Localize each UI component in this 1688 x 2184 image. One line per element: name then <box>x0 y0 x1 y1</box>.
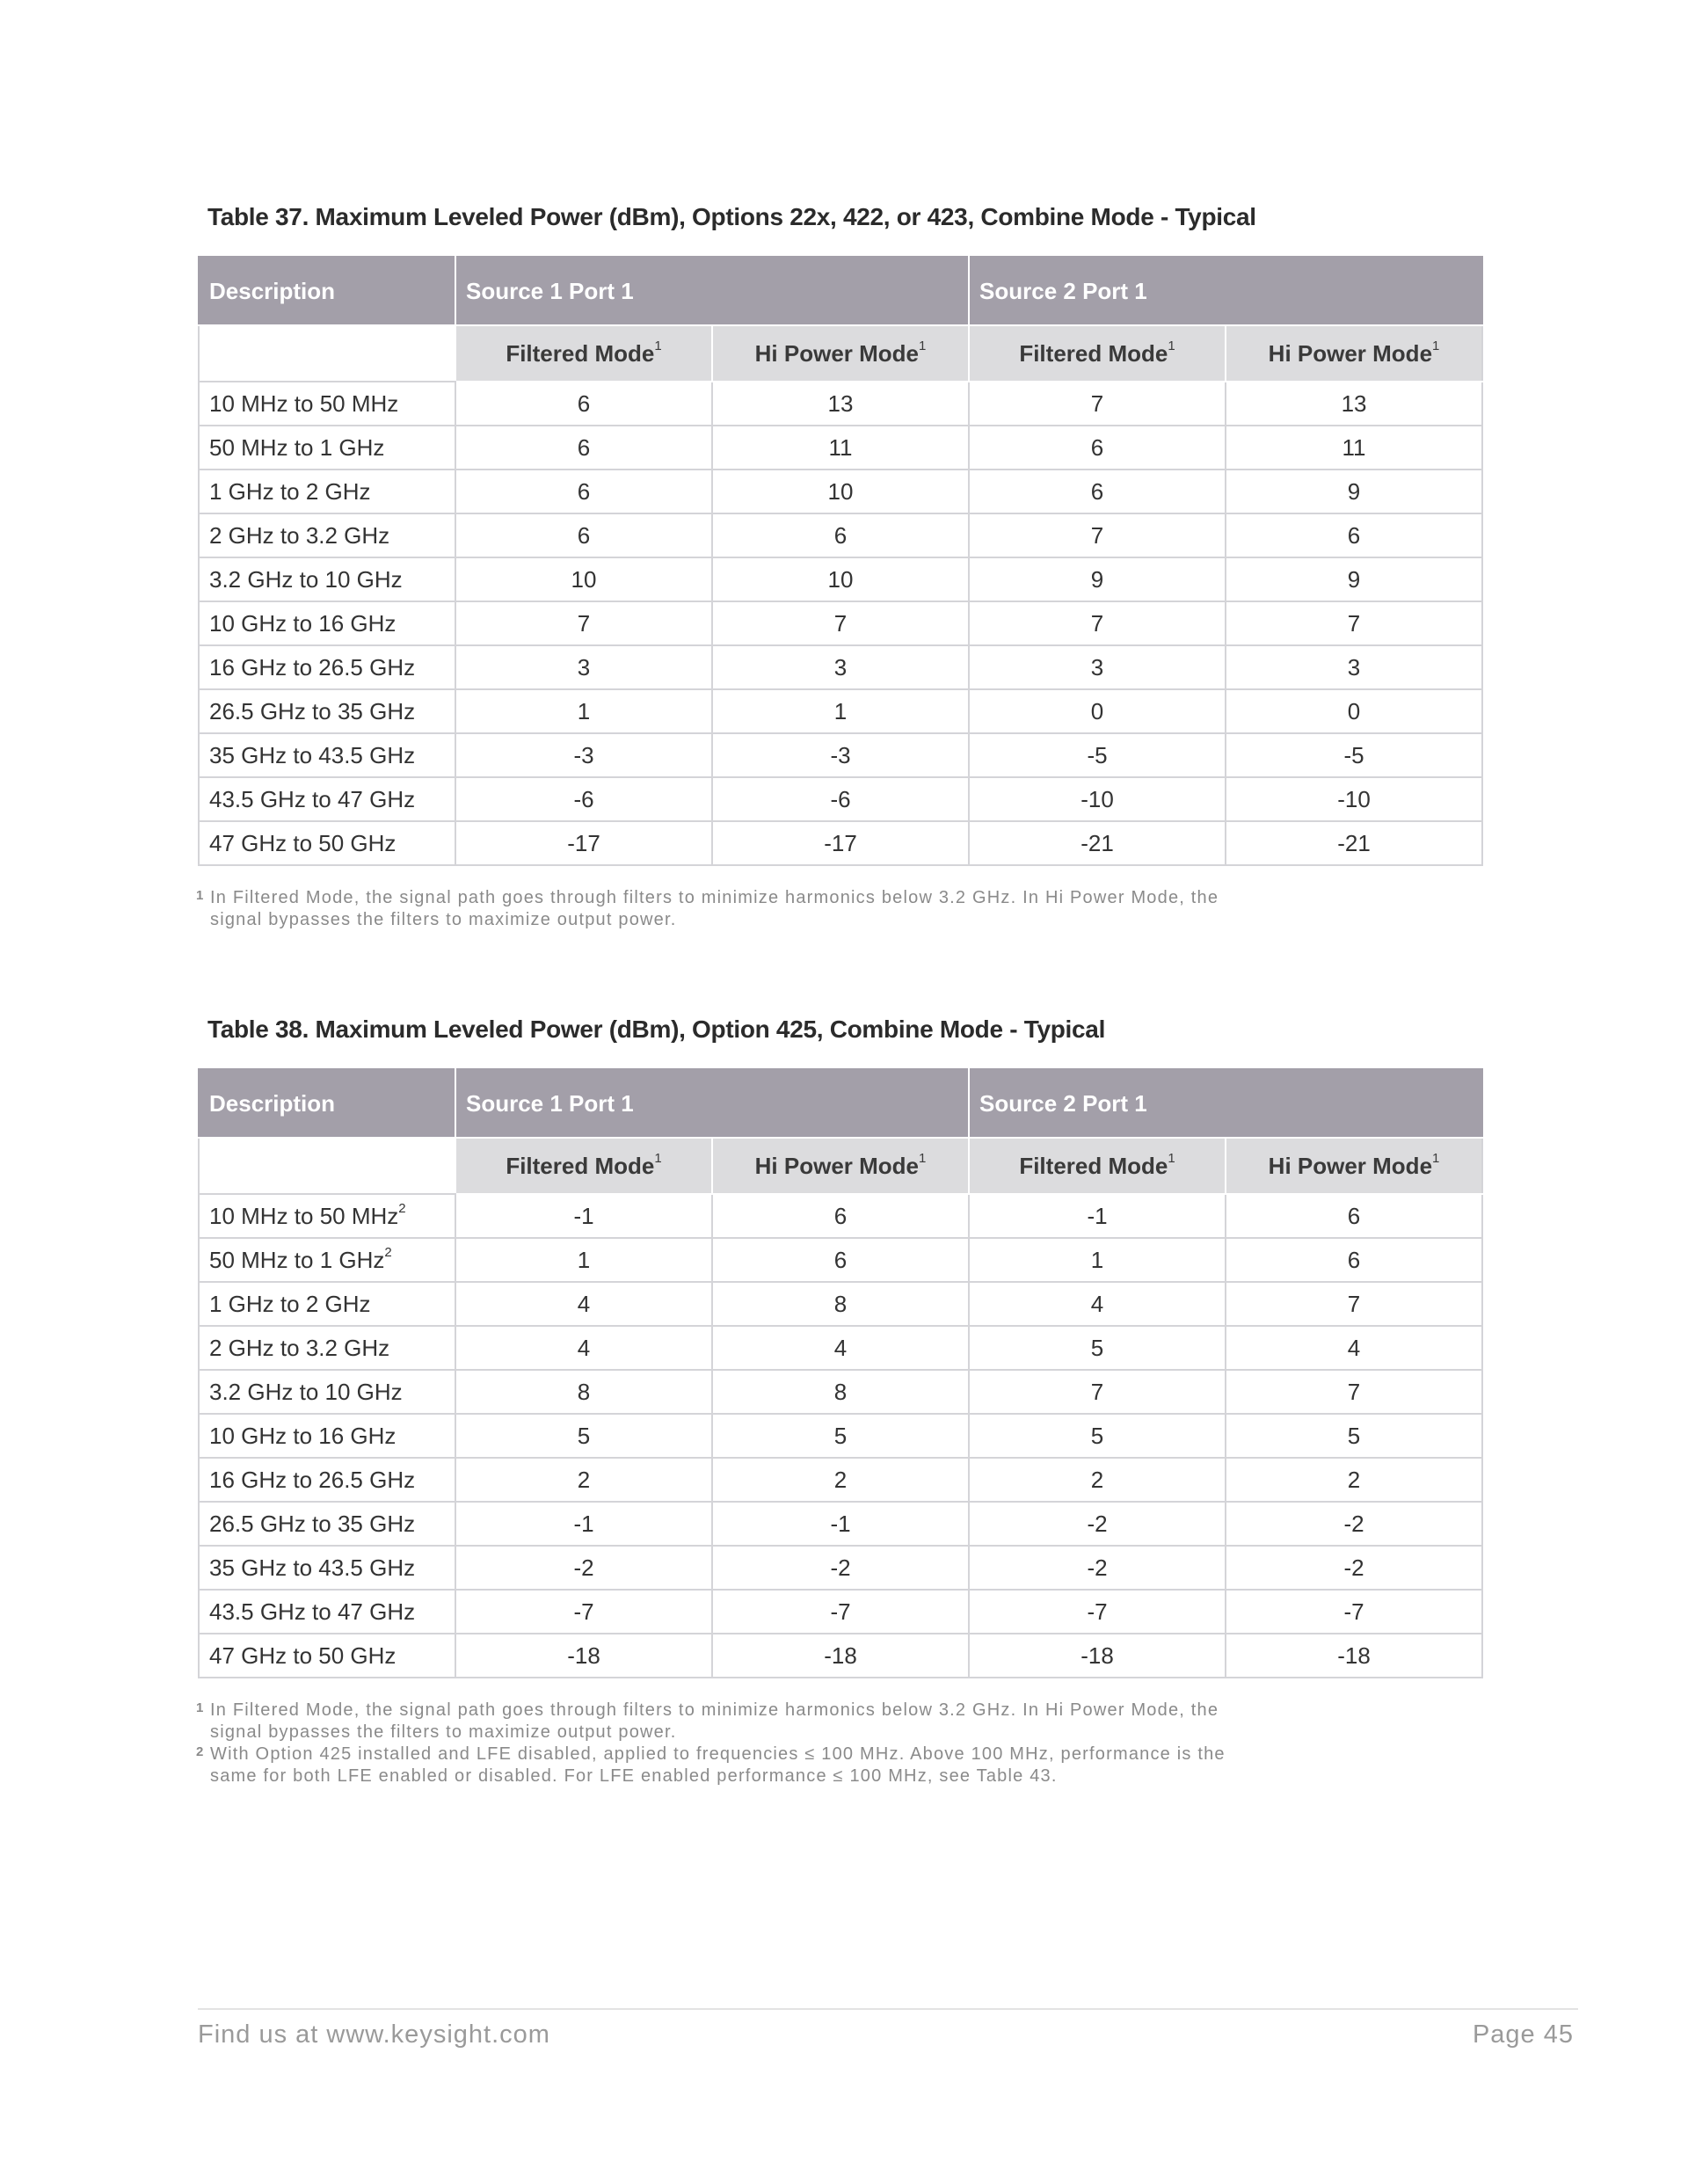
row-description-cell <box>199 470 455 513</box>
power-value-cell: -3 <box>455 733 712 777</box>
table-row <box>199 513 1482 557</box>
power-value-cell: 6 <box>1226 1238 1482 1282</box>
row-description-cell <box>199 1590 455 1634</box>
table-38 <box>198 1068 1483 1678</box>
power-value-cell: 8 <box>712 1282 969 1326</box>
footnote-marker: 1 <box>196 1700 205 1715</box>
footnote-line: In Filtered Mode, the signal path goes through filters to minimize harmonics below 3.2 GHz. In Hi Power Mode, the <box>210 888 1219 907</box>
table-38-block <box>198 1016 1481 1787</box>
power-value-cell: -21 <box>1226 821 1482 865</box>
power-value-cell: 13 <box>712 382 969 426</box>
power-value-cell: 5 <box>712 1414 969 1458</box>
row-description: 26.5 GHz to 35 GHz <box>209 697 416 724</box>
footnote-marker: 1 <box>196 888 205 903</box>
power-value-cell: 2 <box>1226 1458 1482 1502</box>
power-value-cell: 4 <box>455 1326 712 1370</box>
footnote-ref: 1 <box>1168 1150 1175 1166</box>
table-37-footnotes <box>198 887 1481 931</box>
column-header-mode <box>969 1138 1226 1194</box>
power-value-cell: -2 <box>455 1546 712 1590</box>
footer-divider <box>198 2008 1578 2010</box>
power-value-cell: -2 <box>1226 1502 1482 1546</box>
power-value-cell: -2 <box>969 1502 1226 1546</box>
subheader-blank-cell <box>199 1138 455 1194</box>
row-description-cell <box>199 382 455 426</box>
column-header-source-1: Source 1 Port 1 <box>455 1069 969 1138</box>
footnote-line: signal bypasses the filters to maximize output power. <box>210 910 677 929</box>
row-description: 35 GHz to 43.5 GHz <box>209 741 416 768</box>
power-value-cell: 3 <box>969 645 1226 689</box>
power-value-cell: 10 <box>712 470 969 513</box>
power-value-cell: -7 <box>1226 1590 1482 1634</box>
row-description: 26.5 GHz to 35 GHz <box>209 1510 416 1537</box>
power-value-cell: 4 <box>969 1282 1226 1326</box>
power-value-cell: -18 <box>455 1634 712 1678</box>
mode-label: Hi Power Mode <box>754 1152 920 1179</box>
power-value-cell: -1 <box>712 1502 969 1546</box>
table-row <box>199 1282 1482 1326</box>
power-value-cell: 7 <box>1226 1370 1482 1414</box>
footnote-line: same for both LFE enabled or disabled. For LFE enabled performance ≤ 100 MHz, see Table 43. <box>210 1766 1058 1786</box>
row-description: 3.2 GHz to 10 GHz <box>209 565 403 593</box>
footnote-line: In Filtered Mode, the signal path goes through filters to minimize harmonics below 3.2 GHz. In Hi Power Mode, the <box>210 1700 1219 1720</box>
power-value-cell: 3 <box>1226 645 1482 689</box>
table-row <box>199 1634 1482 1678</box>
power-value-cell: 0 <box>1226 689 1482 733</box>
power-value-cell: 10 <box>455 557 712 601</box>
power-value-cell: 10 <box>712 557 969 601</box>
row-description: 16 GHz to 26.5 GHz <box>209 653 416 681</box>
mode-label: Filtered Mode <box>1019 1152 1168 1179</box>
row-description: 43.5 GHz to 47 GHz <box>209 1598 416 1625</box>
power-value-cell: 6 <box>455 426 712 470</box>
table-row <box>199 1238 1482 1282</box>
power-value-cell: 7 <box>455 601 712 645</box>
footnote-ref: 1 <box>919 338 927 353</box>
row-description-cell <box>199 821 455 865</box>
power-value-cell: 1 <box>455 689 712 733</box>
power-value-cell: 7 <box>969 382 1226 426</box>
row-description: 10 GHz to 16 GHz <box>209 1422 397 1449</box>
mode-label: Filtered Mode <box>506 1152 655 1179</box>
table-row <box>199 821 1482 865</box>
power-value-cell: 6 <box>455 470 712 513</box>
row-description: 16 GHz to 26.5 GHz <box>209 1466 416 1493</box>
footnote <box>198 1744 1481 1787</box>
power-value-cell: -7 <box>455 1590 712 1634</box>
subheader-blank-cell <box>199 325 455 382</box>
power-value-cell: 9 <box>1226 557 1482 601</box>
power-value-cell: 9 <box>969 557 1226 601</box>
power-value-cell: -21 <box>969 821 1226 865</box>
power-value-cell: -2 <box>712 1546 969 1590</box>
power-value-cell: 4 <box>712 1326 969 1370</box>
table-row <box>199 382 1482 426</box>
column-header-mode <box>712 1138 969 1194</box>
row-description: 10 GHz to 16 GHz <box>209 609 397 637</box>
footer-page-number: Page 45 <box>1472 2020 1574 2049</box>
row-description: 2 GHz to 3.2 GHz <box>209 1334 390 1361</box>
power-value-cell: 13 <box>1226 382 1482 426</box>
table-38-caption: Table 38. Maximum Leveled Power (dBm), Option 425, Combine Mode - Typical <box>207 1016 1106 1043</box>
row-description: 10 MHz to 50 MHz <box>209 1202 399 1229</box>
mode-label: Filtered Mode <box>1019 339 1168 367</box>
row-description: 2 GHz to 3.2 GHz <box>209 521 390 549</box>
row-description-cell <box>199 1238 455 1282</box>
power-value-cell: -1 <box>455 1194 712 1238</box>
row-description-cell <box>199 557 455 601</box>
power-value-cell: 7 <box>969 1370 1226 1414</box>
power-value-cell: 6 <box>712 1194 969 1238</box>
power-value-cell: 5 <box>455 1414 712 1458</box>
row-description: 50 MHz to 1 GHz <box>209 433 385 461</box>
power-value-cell: 7 <box>712 601 969 645</box>
power-value-cell: -1 <box>455 1502 712 1546</box>
footnote-ref: 2 <box>398 1200 406 1216</box>
table-row <box>199 1326 1482 1370</box>
footer-website-link[interactable]: Find us at www.keysight.com <box>198 2020 550 2049</box>
column-header-mode <box>1226 1138 1482 1194</box>
power-value-cell: -18 <box>712 1634 969 1678</box>
table-38-footnotes <box>198 1700 1481 1787</box>
power-value-cell: 7 <box>969 513 1226 557</box>
power-value-cell: -2 <box>1226 1546 1482 1590</box>
row-description: 50 MHz to 1 GHz <box>209 1246 385 1273</box>
power-value-cell: 2 <box>969 1458 1226 1502</box>
column-header-mode <box>455 325 712 382</box>
table-row <box>199 1194 1482 1238</box>
power-value-cell: 6 <box>969 470 1226 513</box>
power-value-cell: -7 <box>712 1590 969 1634</box>
power-value-cell: 7 <box>1226 1282 1482 1326</box>
row-description: 47 GHz to 50 GHz <box>209 829 397 856</box>
mode-label: Hi Power Mode <box>1268 339 1433 367</box>
table-row <box>199 1502 1482 1546</box>
power-value-cell: 3 <box>455 645 712 689</box>
column-header-mode <box>712 325 969 382</box>
row-description: 1 GHz to 2 GHz <box>209 1290 371 1317</box>
power-value-cell: 11 <box>1226 426 1482 470</box>
power-value-cell: 8 <box>712 1370 969 1414</box>
power-value-cell: -7 <box>969 1590 1226 1634</box>
power-value-cell: 6 <box>712 513 969 557</box>
footnote-ref: 1 <box>1432 1150 1440 1166</box>
power-value-cell: -6 <box>455 777 712 821</box>
power-value-cell: -10 <box>969 777 1226 821</box>
power-value-cell: 2 <box>712 1458 969 1502</box>
row-description-cell <box>199 1282 455 1326</box>
table-37 <box>198 256 1483 866</box>
power-value-cell: 1 <box>712 689 969 733</box>
power-value-cell: 4 <box>1226 1326 1482 1370</box>
row-description-cell <box>199 1414 455 1458</box>
footnote <box>198 887 1481 931</box>
row-description-cell <box>199 645 455 689</box>
power-value-cell: -6 <box>712 777 969 821</box>
header-row <box>199 257 1482 325</box>
power-value-cell: 5 <box>969 1414 1226 1458</box>
footnote-ref: 2 <box>384 1244 392 1260</box>
power-value-cell: -3 <box>712 733 969 777</box>
column-header-source-2: Source 2 Port 1 <box>969 1069 1482 1138</box>
table-37-block <box>198 203 1481 931</box>
power-value-cell: -17 <box>455 821 712 865</box>
table-row <box>199 777 1482 821</box>
footnote-line: signal bypasses the filters to maximize output power. <box>210 1722 677 1742</box>
power-value-cell: 4 <box>455 1282 712 1326</box>
power-value-cell: 11 <box>712 426 969 470</box>
row-description: 47 GHz to 50 GHz <box>209 1642 397 1669</box>
footnote <box>198 1700 1481 1744</box>
table-row <box>199 1414 1482 1458</box>
table-row <box>199 557 1482 601</box>
row-description-cell <box>199 1502 455 1546</box>
table-row <box>199 1546 1482 1590</box>
row-description-cell <box>199 1546 455 1590</box>
power-value-cell: 6 <box>455 513 712 557</box>
mode-label: Hi Power Mode <box>754 339 920 367</box>
subheader-row <box>199 1138 1482 1194</box>
power-value-cell: -5 <box>969 733 1226 777</box>
power-value-cell: 7 <box>1226 601 1482 645</box>
power-value-cell: 5 <box>969 1326 1226 1370</box>
header-row <box>199 1069 1482 1138</box>
footnote-ref: 1 <box>919 1150 927 1166</box>
power-value-cell: 6 <box>1226 513 1482 557</box>
table-row <box>199 426 1482 470</box>
power-value-cell: -2 <box>969 1546 1226 1590</box>
power-value-cell: -1 <box>969 1194 1226 1238</box>
column-header-mode <box>969 325 1226 382</box>
power-value-cell: 6 <box>969 426 1226 470</box>
footnote-marker: 2 <box>196 1744 205 1759</box>
table-row <box>199 601 1482 645</box>
table-row <box>199 470 1482 513</box>
table-row <box>199 1590 1482 1634</box>
row-description-cell <box>199 777 455 821</box>
row-description: 43.5 GHz to 47 GHz <box>209 785 416 812</box>
power-value-cell: -17 <box>712 821 969 865</box>
power-value-cell: 6 <box>1226 1194 1482 1238</box>
power-value-cell: -5 <box>1226 733 1482 777</box>
row-description-cell <box>199 1194 455 1238</box>
table-row <box>199 645 1482 689</box>
column-header-mode <box>1226 325 1482 382</box>
power-value-cell: 3 <box>712 645 969 689</box>
row-description: 10 MHz to 50 MHz <box>209 389 399 417</box>
power-value-cell: 9 <box>1226 470 1482 513</box>
row-description: 1 GHz to 2 GHz <box>209 477 371 505</box>
table-row <box>199 1370 1482 1414</box>
mode-label: Filtered Mode <box>506 339 655 367</box>
row-description-cell <box>199 689 455 733</box>
row-description: 3.2 GHz to 10 GHz <box>209 1378 403 1405</box>
footnote-ref: 1 <box>1432 338 1440 353</box>
row-description-cell <box>199 426 455 470</box>
subheader-row <box>199 325 1482 382</box>
mode-label: Hi Power Mode <box>1268 1152 1433 1179</box>
row-description-cell <box>199 1370 455 1414</box>
column-header-mode <box>455 1138 712 1194</box>
table-row <box>199 689 1482 733</box>
power-value-cell: 6 <box>455 382 712 426</box>
power-value-cell: 1 <box>969 1238 1226 1282</box>
column-header-description: Description <box>199 1069 455 1138</box>
power-value-cell: -18 <box>969 1634 1226 1678</box>
row-description-cell <box>199 733 455 777</box>
table-row <box>199 733 1482 777</box>
power-value-cell: 6 <box>712 1238 969 1282</box>
row-description-cell <box>199 1634 455 1678</box>
footnote-line: With Option 425 installed and LFE disabled, applied to frequencies ≤ 100 MHz. Above 100 MHz, performance is the <box>210 1744 1226 1764</box>
row-description-cell <box>199 601 455 645</box>
table-37-caption: Table 37. Maximum Leveled Power (dBm), Options 22x, 422, or 423, Combine Mode - Typical <box>207 203 1256 230</box>
power-value-cell: -18 <box>1226 1634 1482 1678</box>
row-description: 35 GHz to 43.5 GHz <box>209 1554 416 1581</box>
power-value-cell: -10 <box>1226 777 1482 821</box>
power-value-cell: 0 <box>969 689 1226 733</box>
footnote-ref: 1 <box>654 1150 662 1166</box>
column-header-source-2: Source 2 Port 1 <box>969 257 1482 325</box>
power-value-cell: 5 <box>1226 1414 1482 1458</box>
power-value-cell: 1 <box>455 1238 712 1282</box>
footnote-ref: 1 <box>1168 338 1175 353</box>
power-value-cell: 2 <box>455 1458 712 1502</box>
table-row <box>199 1458 1482 1502</box>
column-header-description: Description <box>199 257 455 325</box>
footnote-ref: 1 <box>654 338 662 353</box>
power-value-cell: 7 <box>969 601 1226 645</box>
row-description-cell <box>199 1458 455 1502</box>
power-value-cell: 8 <box>455 1370 712 1414</box>
column-header-source-1: Source 1 Port 1 <box>455 257 969 325</box>
row-description-cell <box>199 1326 455 1370</box>
row-description-cell <box>199 513 455 557</box>
